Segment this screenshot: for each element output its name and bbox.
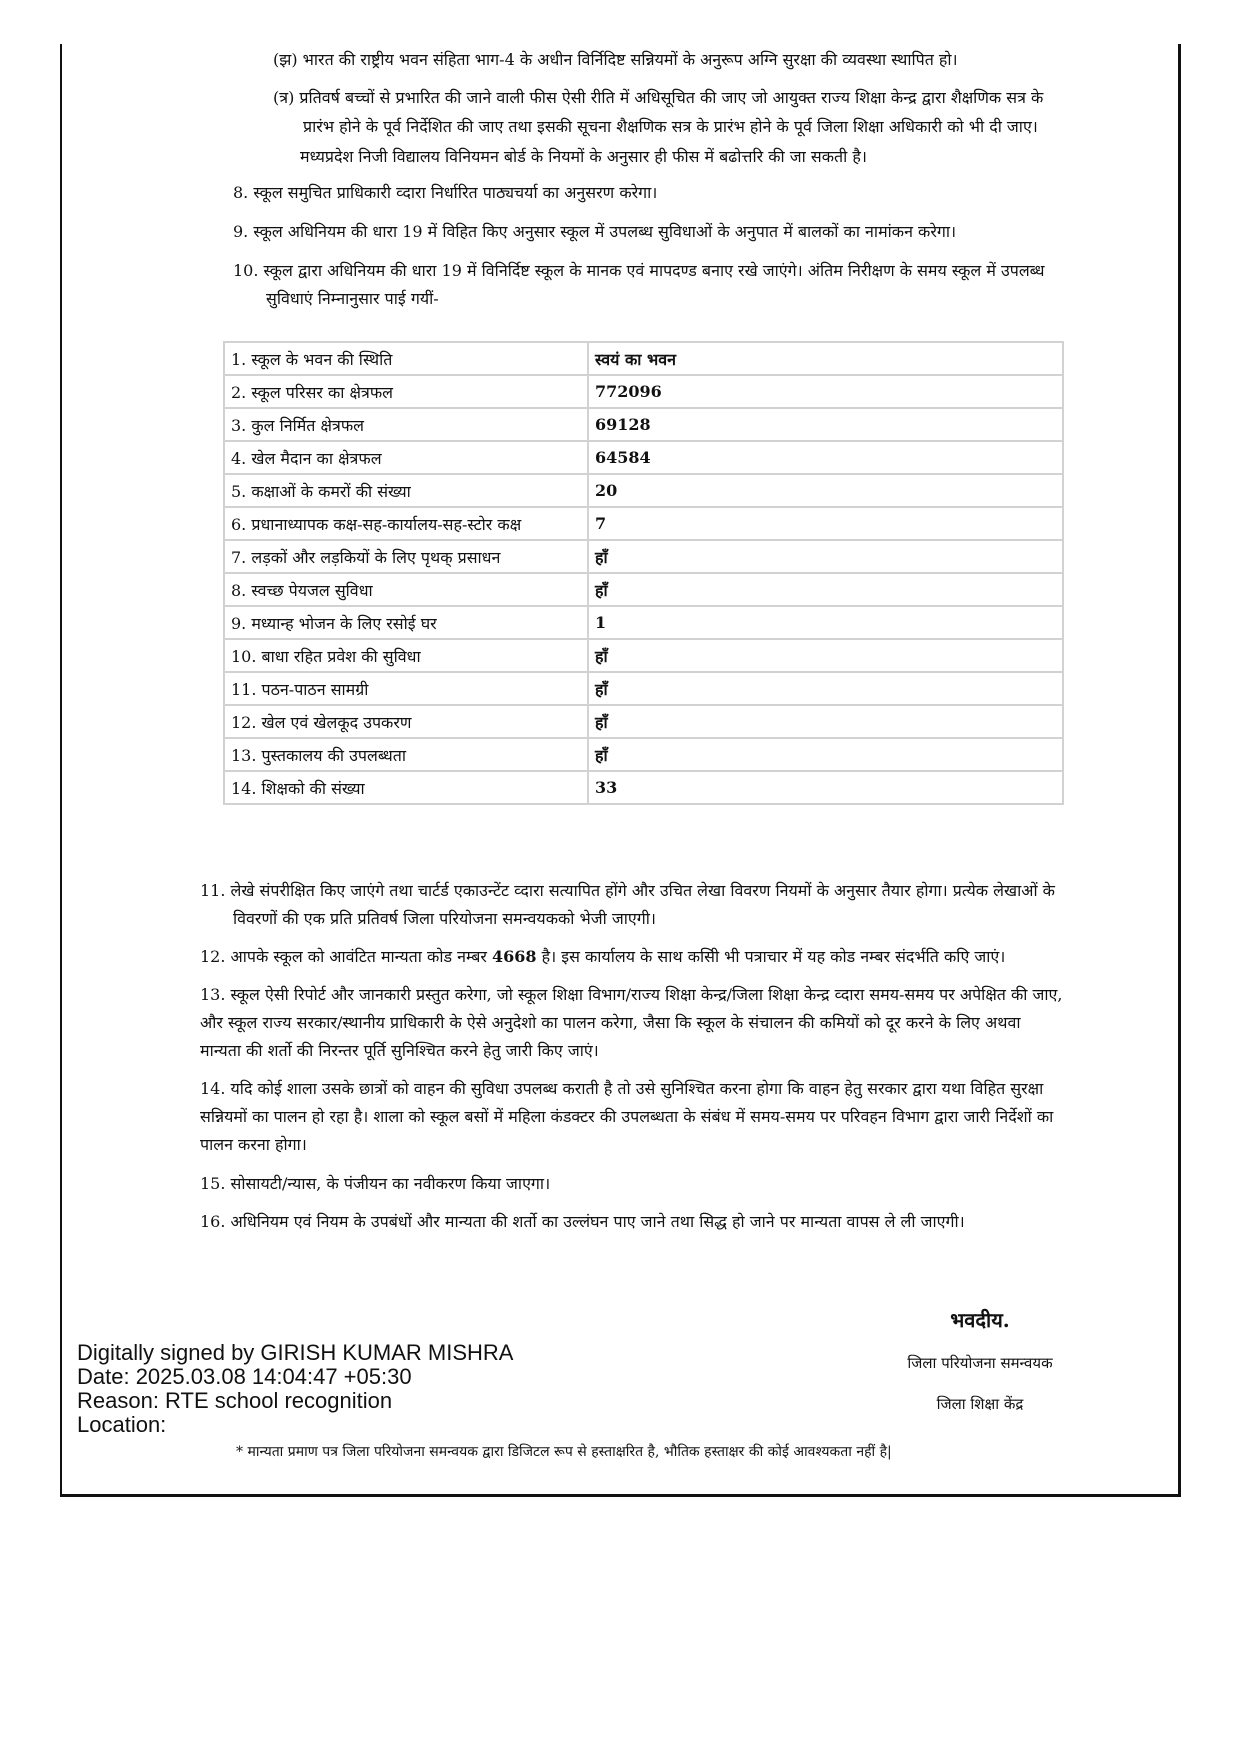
item-13-line2: और स्कूल राज्य सरकार/स्थानीय प्राधिकारी के ऐसे अनुदेशो का पालन करेगा, जैसा कि स्कूल के संचालन की कमियों को दूर करने के लिए अथवा (200, 1013, 1021, 1032)
facility-label: 8. स्वच्छ पेयजल सुविधा (224, 573, 588, 606)
facility-value: 1 (588, 606, 1063, 639)
facility-label: 2. स्कूल परिसर का क्षेत्रफल (224, 375, 588, 408)
recognition-code: 4668 (491, 947, 537, 966)
item-12-text-before: 12. आपके स्कूल को आवंटित मान्यता कोड नम्बर (200, 947, 492, 966)
designation: जिला परियोजना समन्वयक (907, 1354, 1053, 1372)
table-row (224, 606, 1063, 639)
facility-value: 7 (588, 507, 1063, 540)
facility-label: 1. स्कूल के भवन की स्थिति (224, 342, 588, 375)
table-row (224, 672, 1063, 705)
facility-value: 64584 (588, 441, 1063, 474)
facility-value: स्वयं का भवन (588, 342, 1063, 375)
facility-value: 20 (588, 474, 1063, 507)
facility-value: हाँ (588, 639, 1063, 672)
facility-label: 3. कुल निर्मित क्षेत्रफल (224, 408, 588, 441)
item-14-line1: 14. यदि कोई शाला उसके छात्रों को वाहन की सुविधा उपलब्ध कराती है तो उसे सुनिश्चित करना होगा कि वाहन हेतु सरकार द्वारा यथा विहित सुरक्षा (200, 1079, 1044, 1098)
salutation: भवदीय. (950, 1308, 1010, 1332)
facility-label: 11. पठन-पाठन सामग्री (224, 672, 588, 705)
item-10-line2: सुविधाएं निम्नानुसार पाई गयीं- (266, 289, 439, 308)
table-row (224, 408, 1063, 441)
facility-value: हाँ (588, 705, 1063, 738)
facility-label: 10. बाधा रहित प्रवेश की सुविधा (224, 639, 588, 672)
digital-signature-block (77, 1341, 513, 1437)
table-row (224, 705, 1063, 738)
facilities-table (223, 341, 1064, 805)
facility-label: 7. लड़कों और लड़कियों के लिए पृथक् प्रसाधन (224, 540, 588, 573)
facility-value: हाँ (588, 540, 1063, 573)
facility-value: हाँ (588, 573, 1063, 606)
facility-value: हाँ (588, 738, 1063, 771)
footnote: * मान्यता प्रमाण पत्र जिला परियोजना समन्वयक द्वारा डिजिटल रूप से हस्ताक्षरित है, भौतिक हस्ताक्षर की कोई आवश्यकता नहीं है| (236, 1444, 892, 1460)
table-row (224, 375, 1063, 408)
signature-reason: Reason: RTE school recognition (77, 1388, 393, 1413)
item-12-text-after: है। इस कार्यालय के साथ कसिी भी पत्राचार में यह कोड नम्बर संदर्भति कएि जाएं। (536, 947, 1006, 966)
item-14-line2: सन्नियमों का पालन हो रहा है। शाला को स्कूल बसों में महिला कंडक्टर की उपलब्धता के संबंध में समय-समय पर परिवहन विभाग द्वारा जारी निर्देशों का (200, 1107, 1054, 1126)
facility-label: 12. खेल एवं खेलकूद उपकरण (224, 705, 588, 738)
clause-jha: (झ) भारत की राष्ट्रीय भवन संहिता भाग-4 के अधीन विर्निदिष्ट सन्नियमों के अनुरूप अग्नि सुरक्षा की व्यवस्था स्थापित हो। (273, 50, 958, 69)
item-9: 9. स्कूल अधिनियम की धारा 19 में विहित किए अनुसार स्कूल में उपलब्ध सुविधाओं के अनुपात में बालकों का नामांकन करेगा। (233, 222, 957, 241)
clause-tra-line3: मध्यप्रदेश निजी विद्यालय विनियमन बोर्ड के नियमों के अनुसार ही फीस में बढोत्तरि की जा सकती है। (300, 147, 867, 166)
item-13-line3: मान्यता की शर्तो की निरन्तर पूर्ति सुनिश्चित करने हेतु जारी किए जाएं। (200, 1041, 599, 1060)
signature-location: Location: (77, 1412, 167, 1437)
item-13-line1: 13. स्कूल ऐसी रिपोर्ट और जानकारी प्रस्तुत करेगा, जो स्कूल शिक्षा विभाग/राज्य शिक्षा केन्द्र/जिला शिक्षा केन्द्र व्दारा समय-समय पर अपेक्षित की जाए, (200, 985, 1063, 1004)
facility-label: 13. पुस्तकालय की उपलब्धता (224, 738, 588, 771)
facility-label: 5. कक्षाओं के कमरों की संख्या (224, 474, 588, 507)
facility-value: 33 (588, 771, 1063, 804)
item-11-line1: 11. लेखे संपरीक्षित किए जाएंगे तथा चार्टर्ड एकाउन्टेंट व्दारा सत्यापित होंगे और उचित लेखा विवरण नियमों के अनुसार तैयार होगा। प्रत्येक लेखाओं के (200, 881, 1055, 900)
signature-date: Date: 2025.03.08 14:04:47 +05:30 (77, 1364, 412, 1389)
table-row (224, 738, 1063, 771)
item-15: 15. सोसायटी/न्यास, के पंजीयन का नवीकरण किया जाएगा। (200, 1174, 551, 1193)
item-11-line2: विवरणों की एक प्रति प्रतिवर्ष जिला परियोजना समन्वयकको भेजी जाएगी। (233, 909, 656, 928)
table-row (224, 507, 1063, 540)
item-10-line1: 10. स्कूल द्वारा अधिनियम की धारा 19 में विनिर्दिष्ट स्कूल के मानक एवं मापदण्ड बनाए रखे जाएंगे। अंतिम निरीक्षण के समय स्कूल में उपलब्ध (233, 261, 1045, 280)
table-row (224, 573, 1063, 606)
facility-value: 69128 (588, 408, 1063, 441)
table-row (224, 441, 1063, 474)
item-8: 8. स्कूल समुचित प्राधिकारी व्दारा निर्धारित पाठ्यचर्या का अनुसरण करेगा। (233, 183, 658, 202)
clause-tra-line2: प्रारंभ होने के पूर्व निर्देशित की जाए तथा इसकी सूचना शैक्षणिक सत्र के प्रारंभ होने के पूर्व जिला शिक्षा अधिकारी को भी दी जाए। (303, 117, 1038, 136)
facility-label: 6. प्रधानाध्यापक कक्ष-सह-कार्यालय-सह-स्टोर कक्ष (224, 507, 588, 540)
table-row (224, 474, 1063, 507)
clause-tra-line1: (त्र) प्रतिवर्ष बच्चों से प्रभारित की जाने वाली फीस ऐसी रीति में अधिसूचित की जाए जो आयुक्त राज्य शिक्षा केन्द्र द्वारा शैक्षणिक सत्र के (273, 88, 1044, 107)
facility-label: 4. खेल मैदान का क्षेत्रफल (224, 441, 588, 474)
table-row (224, 639, 1063, 672)
table-row (224, 342, 1063, 375)
signature-signed-by: Digitally signed by GIRISH KUMAR MISHRA (77, 1340, 514, 1365)
item-14-line3: पालन करना होगा। (200, 1135, 307, 1154)
facility-value: हाँ (588, 672, 1063, 705)
facility-label: 9. मध्यान्ह भोजन के लिए रसोई घर (224, 606, 588, 639)
facility-value: 772096 (588, 375, 1063, 408)
office-name: जिला शिक्षा केंद्र (936, 1395, 1024, 1413)
table-row (224, 771, 1063, 804)
facility-label: 14. शिक्षको की संख्या (224, 771, 588, 804)
item-12 (200, 943, 1005, 971)
item-16: 16. अधिनियम एवं नियम के उपबंधों और मान्यता की शर्तो का उल्लंघन पाए जाने तथा सिद्ध हो जाने पर मान्यता वापस ले ली जाएगी। (200, 1212, 965, 1231)
table-row (224, 540, 1063, 573)
